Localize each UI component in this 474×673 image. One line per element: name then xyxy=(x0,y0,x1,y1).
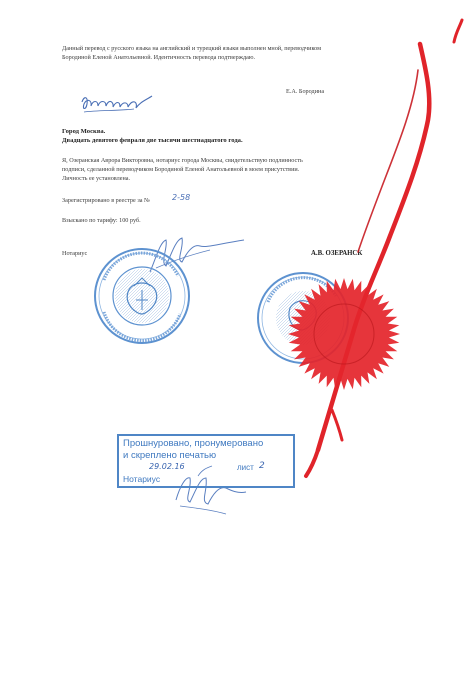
binding-stamp-sheets-label: лист xyxy=(237,463,254,472)
binding-stamp-date: 29.02.16 xyxy=(149,462,185,471)
tariff: Взыскано по тарифу: 100 руб. xyxy=(62,217,141,224)
notary-name: А.В. ОЗЕРАНСК xyxy=(311,250,363,257)
notary-seal-1 xyxy=(95,249,189,343)
notary-statement-line-3: Личность ее установлена. xyxy=(62,175,131,182)
date-in-words: Двадцать девятого февраля две тысячи шестнадцатого года. xyxy=(62,137,243,144)
red-wax-seal xyxy=(288,278,400,390)
red-ribbon xyxy=(306,20,462,476)
notary-statement-line-2: подписи, сделанной переводчиком Бородиной Еленой Анатольевной в моем присутствии. xyxy=(62,166,300,173)
registry-label: Зарегистрировано в реестре за № xyxy=(62,197,150,204)
intro-line-2: Бородиной Еленой Анатольевной. Идентичность перевода подтверждаю. xyxy=(62,54,256,61)
notary-label: Нотариус xyxy=(62,250,88,257)
notary-statement-line-1: Я, Озеранская Аврора Викторовна, нотариус города Москвы, свидетельствую подлинность xyxy=(62,157,303,164)
binding-stamp xyxy=(117,434,295,488)
binding-stamp-notary-label: Нотариус xyxy=(123,474,161,484)
translator-name: Е.А. Бородина xyxy=(286,88,325,95)
intro-line-1: Данный перевод с русского языка на английский и турецкий языки выполнен мной, переводчиком xyxy=(62,45,322,52)
city: Город Москва. xyxy=(62,128,106,135)
binding-stamp-line-2: и скреплено печатью xyxy=(123,450,217,461)
registry-number: 2-58 xyxy=(172,193,191,202)
binding-stamp-line-1: Прошнуровано, пронумеровано xyxy=(123,438,264,449)
binding-stamp-sheets-count: 2 xyxy=(259,461,265,471)
